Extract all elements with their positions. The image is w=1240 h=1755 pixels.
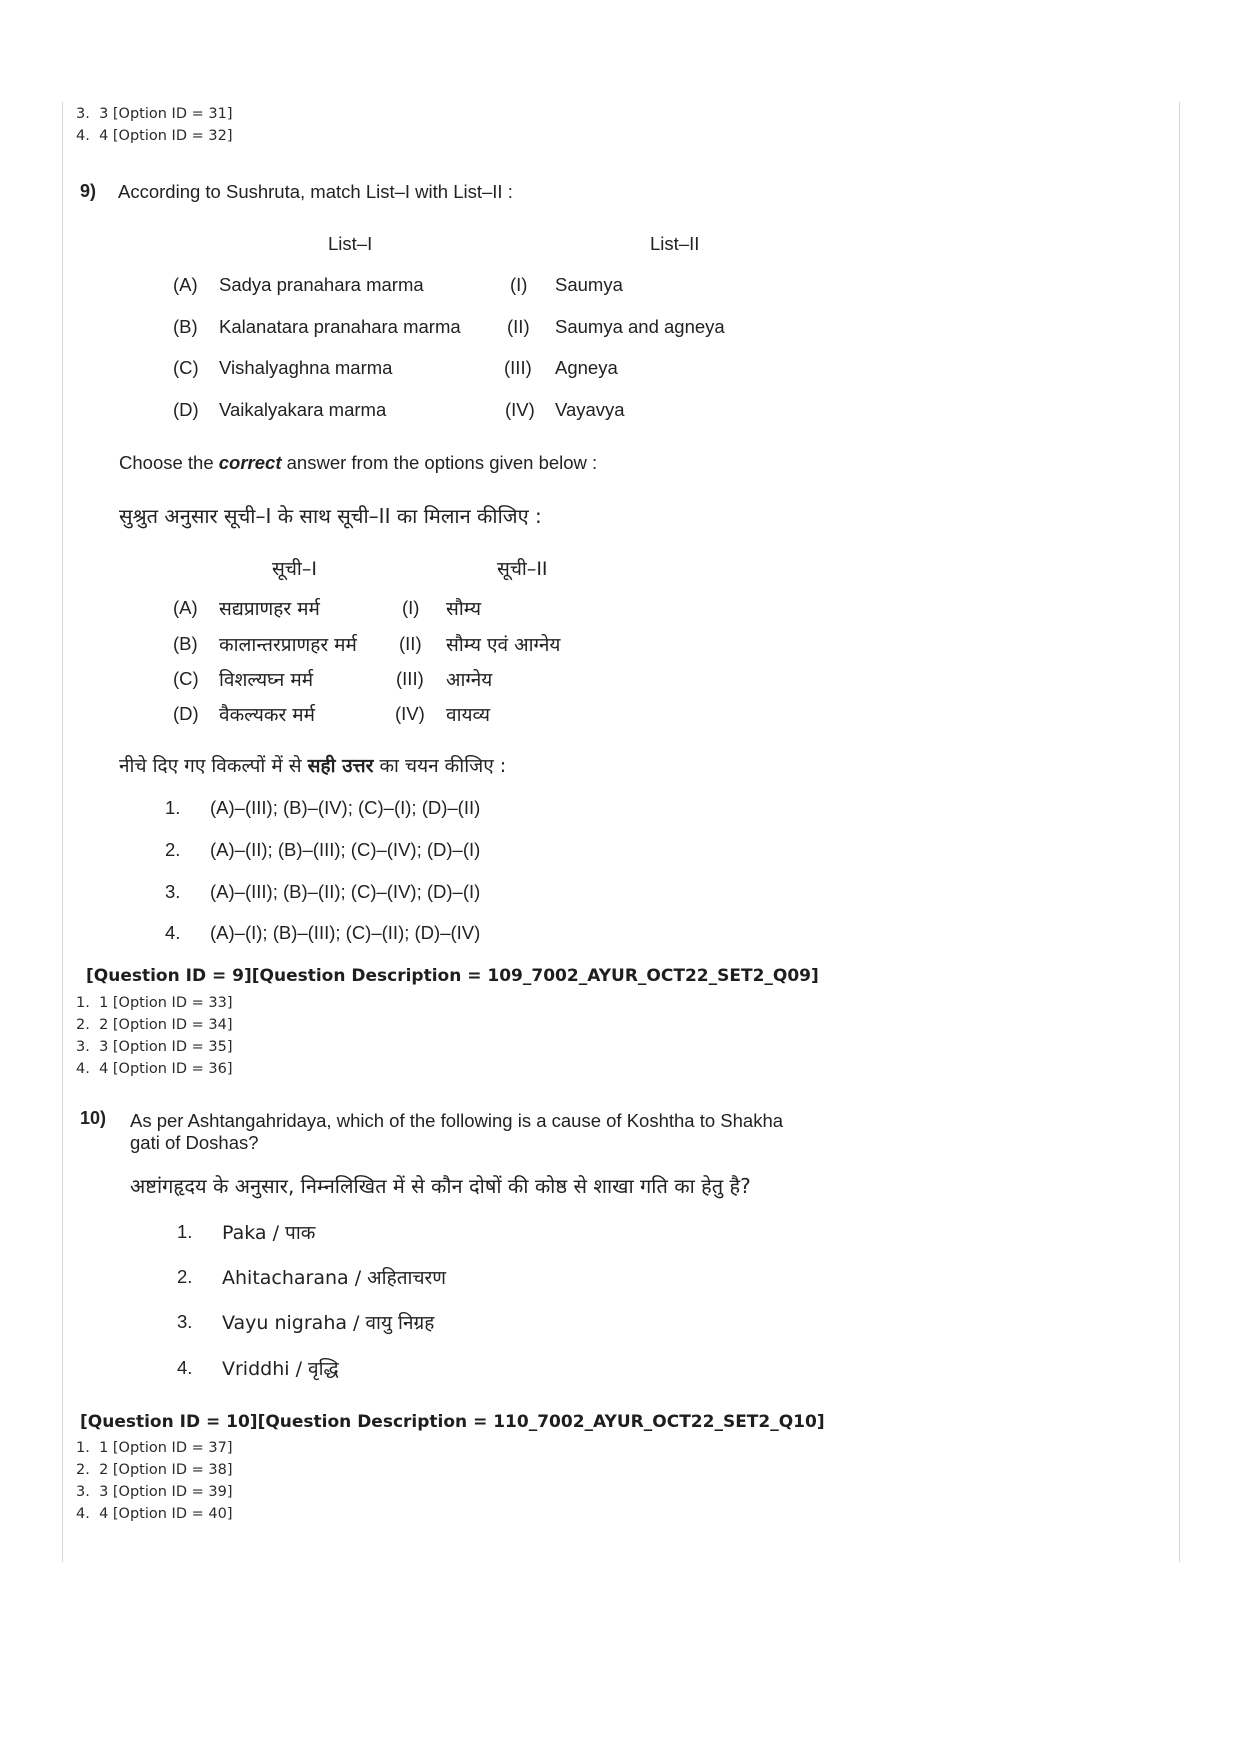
row-key: (B) — [173, 316, 198, 337]
option-number: 2. — [76, 1017, 90, 1033]
choose-hi-emphasis: सही उत्तर — [307, 755, 374, 777]
answer-text: (A)–(III); (B)–(II); (C)–(IV); (D)–(I) — [210, 881, 481, 902]
list-header-1: List–I — [328, 233, 373, 254]
question-text-en-line2: gati of Doshas? — [130, 1132, 259, 1153]
row-key: (A) — [173, 597, 198, 618]
row-num: (II) — [399, 633, 422, 654]
option-text: 3 [Option ID = 35] — [99, 1039, 233, 1055]
option-item — [76, 1481, 232, 1503]
answer-text: (A)–(I); (B)–(III); (C)–(II); (D)–(IV) — [210, 922, 481, 943]
question-number: 9) — [80, 181, 97, 201]
option-text: 2 [Option ID = 38] — [99, 1462, 233, 1478]
q10-option-list — [76, 1437, 232, 1525]
question-meta: [Question ID = 9][Question Description = 109_7002_AYUR_OCT22_SET2_Q09] — [86, 966, 819, 986]
question-text-hi: अष्टांगहृदय के अनुसार, निम्नलिखित में से कौन दोषों की कोष्ठ से शाखा गति का हेतु है? — [130, 1174, 751, 1198]
option-number: 1. — [76, 995, 90, 1011]
option-number: 2. — [76, 1462, 90, 1478]
question-meta: [Question ID = 10][Question Description = 110_7002_AYUR_OCT22_SET2_Q10] — [80, 1412, 825, 1432]
page-right-border — [1179, 102, 1180, 1562]
option-text: 4 [Option ID = 36] — [99, 1061, 233, 1077]
option-text: 4 [Option ID = 40] — [99, 1506, 233, 1522]
row-num: (III) — [504, 357, 532, 378]
answer-text: Ahitacharana / अहिताचरण — [222, 1267, 447, 1289]
question-number: 10) — [80, 1108, 107, 1128]
row-item: सद्यप्राणहर मर्म — [219, 598, 320, 620]
question-text-en: According to Sushruta, match List–I with List–II : — [118, 181, 513, 202]
option-number: 4. — [76, 1506, 90, 1522]
row-key: (A) — [173, 274, 198, 295]
option-text: 4 [Option ID = 32] — [99, 128, 233, 144]
option-text: 3 [Option ID = 31] — [99, 106, 233, 122]
row-num: (I) — [402, 597, 420, 618]
row-item: कालान्तरप्राणहर मर्म — [219, 634, 357, 656]
row-item: वैकल्यकर मर्म — [219, 704, 315, 726]
option-item — [76, 1058, 232, 1080]
answer-text: (A)–(III); (B)–(IV); (C)–(I); (D)–(II) — [210, 797, 481, 818]
q8-option-list — [76, 103, 232, 147]
option-number: 1. — [76, 1440, 90, 1456]
row-match: Saumya and agneya — [555, 316, 725, 337]
answer-number: 2. — [177, 1266, 193, 1287]
row-match: सौम्य एवं आग्नेय — [446, 634, 561, 656]
row-num: (II) — [507, 316, 530, 337]
choose-instruction-hi — [119, 752, 506, 778]
option-item — [76, 125, 232, 147]
row-match: Agneya — [555, 357, 618, 378]
option-number: 3. — [76, 1484, 90, 1500]
list-header-2-hi: सूची–II — [497, 558, 548, 580]
answer-text: (A)–(II); (B)–(III); (C)–(IV); (D)–(I) — [210, 839, 481, 860]
answer-number: 2. — [165, 839, 181, 860]
row-key: (B) — [173, 633, 198, 654]
row-item: विशल्यघ्न मर्म — [219, 669, 314, 691]
option-text: 1 [Option ID = 33] — [99, 995, 233, 1011]
choose-hi-prefix: नीचे दिए गए विकल्पों में से — [119, 755, 308, 777]
question-text-hi: सुश्रुत अनुसार सूची–I के साथ सूची–II का मिलान कीजिए : — [119, 504, 542, 528]
row-item: Vishalyaghna marma — [219, 357, 393, 378]
row-item: Kalanatara pranahara marma — [219, 316, 461, 337]
row-key: (C) — [173, 357, 199, 378]
row-key: (D) — [173, 703, 199, 724]
option-item — [76, 1503, 232, 1525]
answer-number: 1. — [177, 1221, 193, 1242]
option-number: 4. — [76, 128, 90, 144]
option-text: 1 [Option ID = 37] — [99, 1440, 233, 1456]
answer-text: Vriddhi / वृद्धि — [222, 1358, 339, 1380]
list-header-1-hi: सूची–I — [272, 558, 317, 580]
answer-text: Paka / पाक — [222, 1222, 316, 1244]
page-left-border — [62, 102, 63, 1562]
choose-hi-suffix: का चयन कीजिए : — [373, 755, 507, 777]
list-header-2: List–II — [650, 233, 700, 254]
choose-instruction-en — [119, 452, 597, 474]
answer-number: 4. — [165, 922, 181, 943]
row-key: (C) — [173, 668, 199, 689]
option-text: 2 [Option ID = 34] — [99, 1017, 233, 1033]
row-match: वायव्य — [446, 704, 491, 726]
row-key: (D) — [173, 399, 199, 420]
answer-number: 3. — [177, 1311, 193, 1332]
answer-number: 1. — [165, 797, 181, 818]
row-num: (III) — [396, 668, 424, 689]
row-match: Saumya — [555, 274, 623, 295]
row-item: Vaikalyakara marma — [219, 399, 387, 420]
row-num: (IV) — [505, 399, 535, 420]
choose-prefix: Choose the — [119, 452, 219, 473]
q9-option-list — [76, 992, 232, 1080]
row-num: (I) — [510, 274, 528, 295]
choose-emphasis: correct — [218, 452, 282, 473]
option-item — [76, 103, 232, 125]
option-number: 3. — [76, 106, 90, 122]
option-number: 4. — [76, 1061, 90, 1077]
answer-number: 4. — [177, 1357, 193, 1378]
option-item — [76, 992, 232, 1014]
answer-number: 3. — [165, 881, 181, 902]
option-number: 3. — [76, 1039, 90, 1055]
option-item — [76, 1036, 232, 1058]
row-num: (IV) — [395, 703, 425, 724]
row-match: सौम्य — [446, 598, 481, 620]
option-item — [76, 1014, 232, 1036]
option-text: 3 [Option ID = 39] — [99, 1484, 233, 1500]
option-item — [76, 1437, 232, 1459]
question-text-en-line1: As per Ashtangahridaya, which of the following is a cause of Koshtha to Shakha — [130, 1110, 784, 1131]
row-match: आग्नेय — [446, 669, 493, 691]
row-match: Vayavya — [555, 399, 625, 420]
option-item — [76, 1459, 232, 1481]
row-item: Sadya pranahara marma — [219, 274, 424, 295]
choose-suffix: answer from the options given below : — [281, 452, 598, 473]
answer-text: Vayu nigraha / वायु निग्रह — [222, 1312, 435, 1334]
